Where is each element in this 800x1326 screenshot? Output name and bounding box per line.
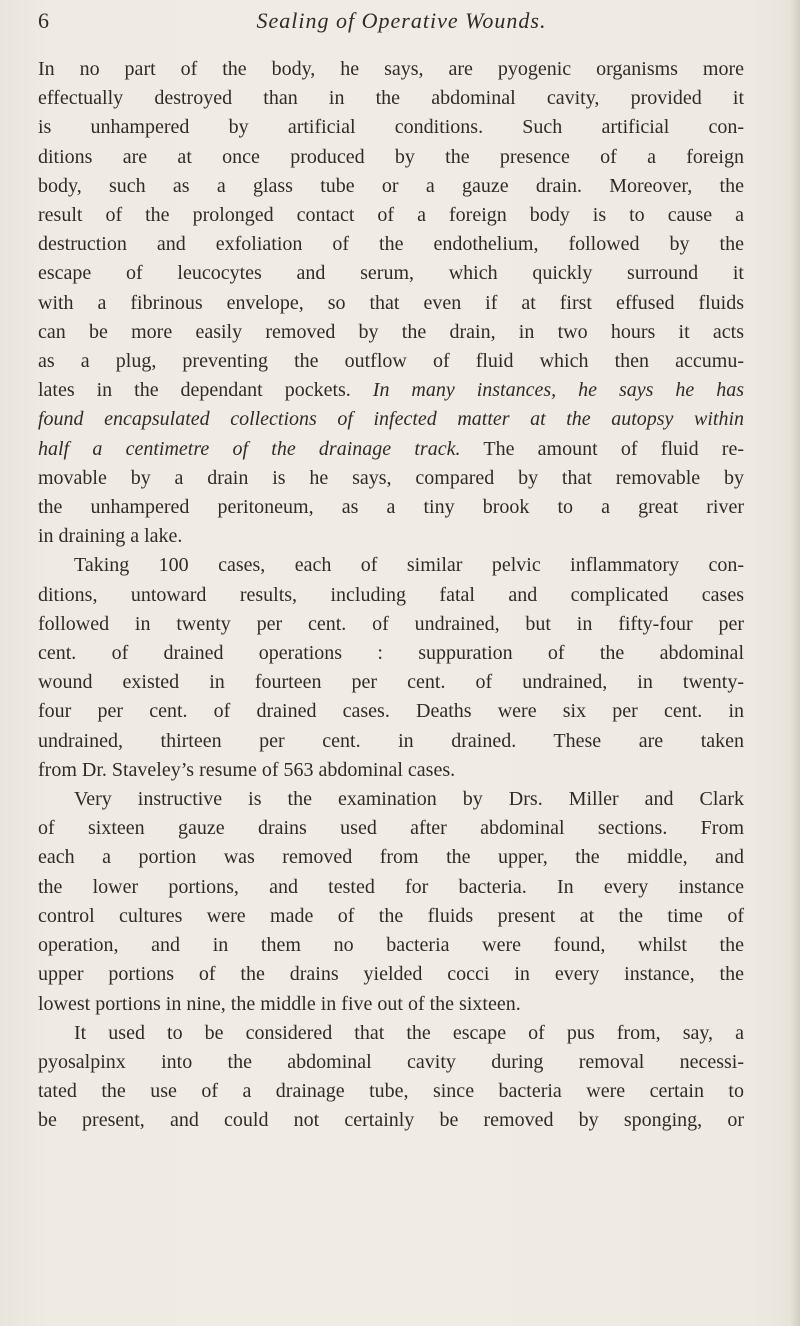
text-line: each a portion was removed from the upper, the middle, and: [38, 846, 744, 869]
roman-text: lates in the dependant pockets.: [38, 379, 373, 402]
text-line: destruction and exfoliation of the endothelium, followed by the: [38, 233, 744, 256]
page-edge-shadow: [790, 0, 800, 1326]
text-line: ditions are at once produced by the presence of a foreign: [38, 145, 744, 168]
text-line: as a plug, preventing the outflow of fluid which then accumu-: [38, 350, 744, 373]
text-line: result of the prolonged contact of a foreign body is to cause a: [38, 204, 744, 227]
text-line: undrained, thirteen per cent. in drained. These are taken: [38, 729, 744, 752]
text-line: Taking 100 cases, each of similar pelvic inflammatory con-: [74, 554, 744, 577]
text-line: followed in twenty per cent. of undrained, but in fifty-four per: [38, 612, 744, 635]
text-line: pyosalpinx into the abdominal cavity during removal necessi-: [38, 1050, 744, 1073]
text-line: effectually destroyed than in the abdominal cavity, provided it: [38, 87, 744, 110]
text-line: can be more easily removed by the drain, in two hours it acts: [38, 320, 744, 343]
text-line: cent. of drained operations : suppuration of the abdominal: [38, 642, 744, 665]
text-line: in draining a lake.: [38, 525, 183, 548]
text-line-mixed: [38, 435, 744, 464]
paragraph-2: [38, 551, 744, 785]
text-line: the lower portions, and tested for bacteria. In every instance: [38, 875, 744, 898]
text-line: escape of leucocytes and serum, which quickly surround it: [38, 262, 744, 285]
text-line: wound existed in fourteen per cent. of undrained, in twenty-: [38, 671, 744, 694]
paragraph-3: [38, 785, 744, 1019]
page-header: [38, 8, 743, 48]
italic-text-line: found encapsulated collections of infected matter at the autopsy within: [38, 408, 744, 431]
text-line: with a fibrinous envelope, so that even if at first effused fluids: [38, 291, 744, 314]
page-number: 6: [38, 8, 50, 33]
text-line: movable by a drain is he says, compared by that removable by: [38, 466, 744, 489]
text-line: from Dr. Staveley’s resume of 563 abdominal cases.: [38, 758, 456, 781]
text-line: four per cent. of drained cases. Deaths were six per cent. in: [38, 700, 744, 723]
roman-text: The amount of fluid re-: [460, 437, 745, 460]
text-line: control cultures were made of the fluids present at the time of: [38, 904, 744, 927]
running-title: Sealing of Operative Wounds.: [256, 8, 547, 33]
text-line: In no part of the body, he says, are pyogenic organisms more: [38, 58, 744, 80]
text-line: Very instructive is the examination by Drs. Miller and Clark: [74, 788, 744, 811]
paragraph-1: [38, 55, 744, 551]
paragraph-4: [38, 1019, 744, 1136]
text-line: be present, and could not certainly be removed by sponging, or: [38, 1109, 744, 1132]
text-line: body, such as a glass tube or a gauze drain. Moreover, the: [38, 174, 744, 197]
text-line: It used to be considered that the escape of pus from, say, a: [74, 1021, 744, 1044]
text-line: the unhampered peritoneum, as a tiny brook to a great river: [38, 496, 744, 519]
text-line: of sixteen gauze drains used after abdominal sections. From: [38, 817, 744, 840]
text-line: lowest portions in nine, the middle in five out of the sixteen.: [38, 992, 521, 1015]
text-line: operation, and in them no bacteria were found, whilst the: [38, 934, 744, 957]
text-line: is unhampered by artificial conditions. Such artificial con-: [38, 116, 744, 139]
text-line-mixed: [38, 376, 744, 405]
body-text: [38, 55, 744, 1136]
text-line: ditions, untoward results, including fatal and complicated cases: [38, 583, 744, 606]
italic-text: half a centimetre of the drainage track.: [38, 437, 461, 460]
text-line: tated the use of a drainage tube, since bacteria were certain to: [38, 1080, 744, 1103]
italic-text: In many instances, he says he has: [372, 379, 744, 402]
text-line: upper portions of the drains yielded cocci in every instance, the: [38, 963, 744, 986]
